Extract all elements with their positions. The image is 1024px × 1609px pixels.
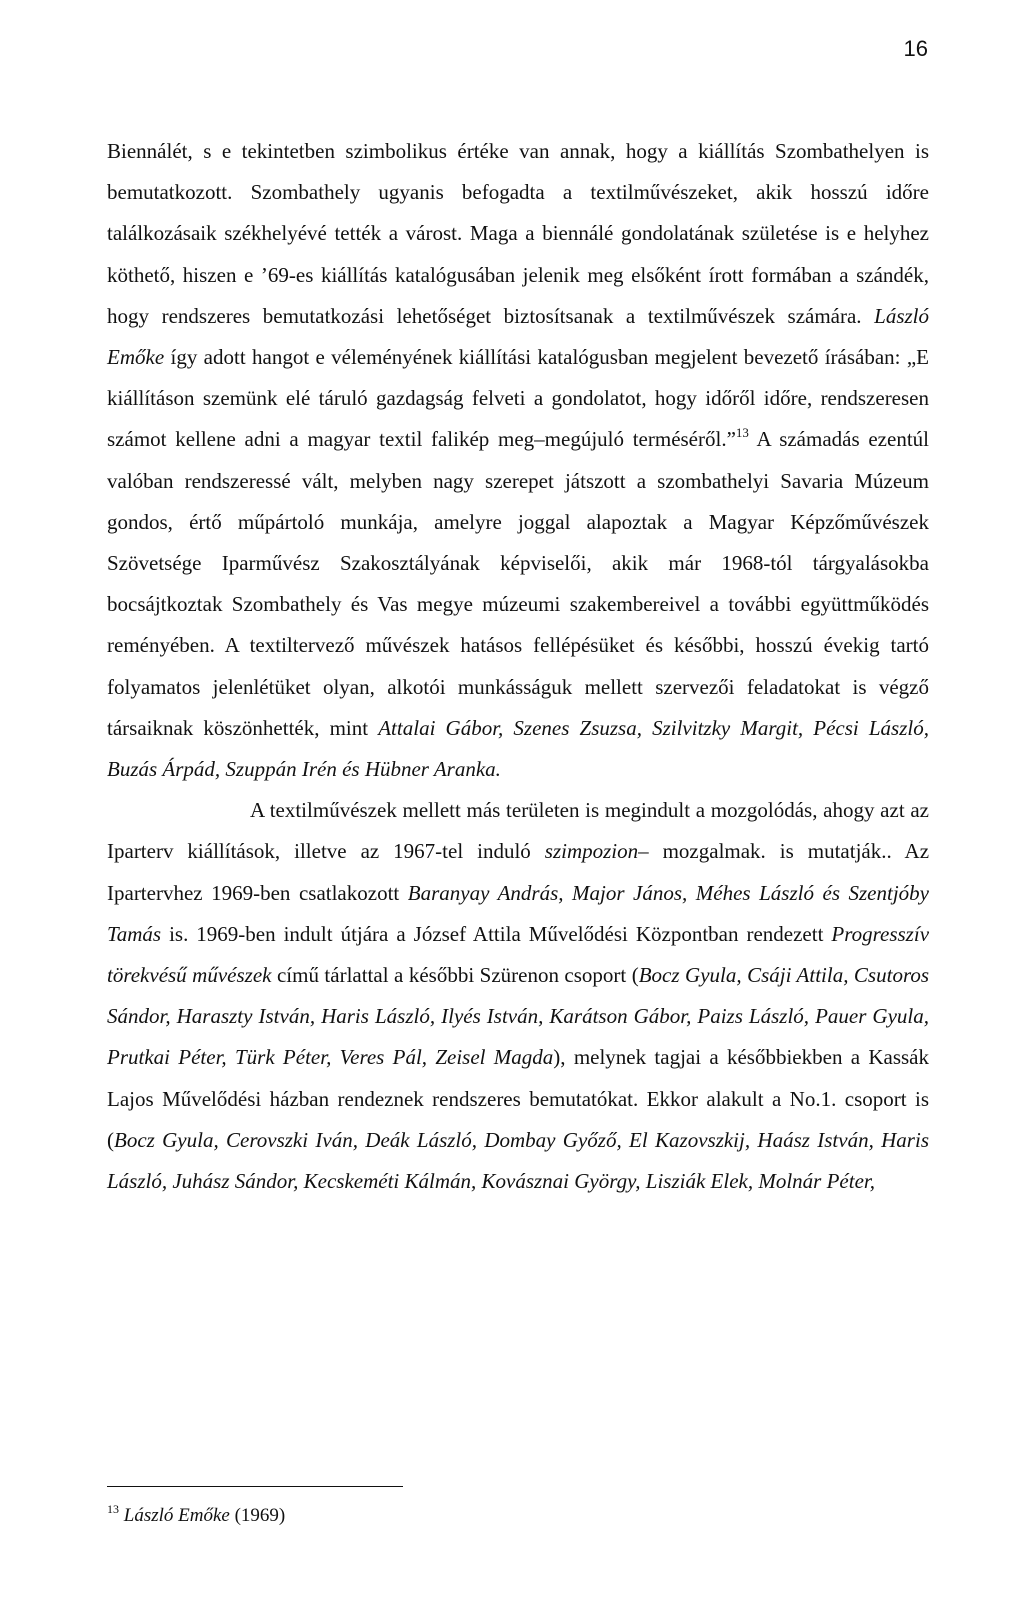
p1-text-1: Biennálét, s e tekintetben szimbolikus értéke van annak, hogy a kiállítás Szombathelyen is bemutatkozott. Szombathely ugyanis befogadta a textilművészeket, akik hosszú időre találkozásaik székhelyévé tették a várost. Maga a biennálé gondolatának születése is e helyhez köthető, hiszen e ’69-es kiállítás katalógusában jelenik meg elsőként írott formában a szándék, hogy rendszeres bemutatkozási lehetőséget biztosítsanak a textilművészek számára. — [107, 139, 929, 328]
p1-name-laszlo-emoke: László Emőke — [107, 303, 930, 370]
p2-italic-2: Baranyay András, Major János, Méhes László és Szentjóby Tamás — [107, 880, 929, 946]
footnote-author: László Emőke — [123, 1505, 230, 1526]
p2-text-5: ), melynek tagjai a későbbiekben a Kassák Lajos Művelődési házban rendeznek rendszeres bemutatókat. Ekkor alakult a No.1. csoport is ( — [107, 1045, 929, 1152]
p2-text-2: mozgalmak. is mutatják.. Az Ipartervhez 1969-ben csatlakozott — [107, 839, 930, 905]
paragraph-2 — [107, 790, 929, 1202]
p2-italic-5: Bocz Gyula, Cerovszki Iván, Deák László, Dombay Győző, El Kazovszkij, Haász István, Haris László, Juhász Sándor, Kecskeméti Kálmán, Kovásznai György, Lisziák Elek, Molnár Péter, — [107, 1127, 929, 1194]
p2-italic-3: Progresszív törekvésű művészek — [107, 921, 930, 988]
footnote-reference[interactable]: 13 — [735, 425, 749, 441]
p1-text-3: A számadás ezentúl valóban rendszeressé vált, melyben nagy szerepet játszott a szombathelyi Savaria Múzeum gondos, értő műpártoló munkája, amelyre joggal alapoztak a Magyar Képzőművészek Szövetsége Iparművész Szakosztályának képviselői, akik már 1968-tól tárgyalásokba bocsájtkoztak Szombathely és Vas megye múzeumi szakembereivel a további együttműködés reményében. A textiltervező művészek hatásos fellépésüket és későbbi, hosszú évekig tartó folyamatos jelenlétüket olyan, alkotói munkásságuk mellett szervezői feladatokat is végző társaiknak köszönhették, mint — [107, 427, 929, 740]
footnote-number: 13 — [107, 1502, 119, 1516]
main-text — [107, 131, 929, 1202]
p2-text-3: is. 1969-ben indult útjára a József Attila Művelődési Központban rendezett — [169, 921, 824, 946]
footnote-year: (1969) — [234, 1505, 286, 1526]
paragraph-1 — [107, 131, 929, 790]
p2-italic-1: szimpozion– — [544, 839, 649, 864]
footnote — [107, 1502, 286, 1527]
page-number: 16 — [903, 36, 928, 61]
p2-text-1: A textilművészek mellett más területen is megindult a mozgolódás, ahogy azt az Iparterv kiállítások, illetve az 1967-tel induló — [107, 798, 929, 864]
p2-italic-4: Bocz Gyula, Csáji Attila, Csutoros Sándor, Haraszty István, Haris László, Ilyés István, Karátson Gábor, Paizs László, Pauer Gyula, Prutkai Péter, Türk Péter, Veres Pál, Zeisel Magda — [107, 963, 930, 1070]
p2-text-4: című tárlattal a későbbi Szürenon csoport ( — [276, 963, 639, 988]
footnote-separator — [107, 1486, 403, 1487]
p1-artist-names: Attalai Gábor, Szenes Zsuzsa, Szilvitzky Margit, Pécsi László, Buzás Árpád, Szuppán Irén és Hübner Aranka. — [107, 715, 929, 782]
p1-text-2: így adott hangot e véleményének kiállítási katalógusban megjelent bevezető írásában: „E kiállításon szemünk elé táruló gazdagság felveti a gondolatot, hogy időről időre, rendszeresen számot kellene adni a magyar textil falikép meg–megújuló terméséről.” — [107, 345, 930, 452]
